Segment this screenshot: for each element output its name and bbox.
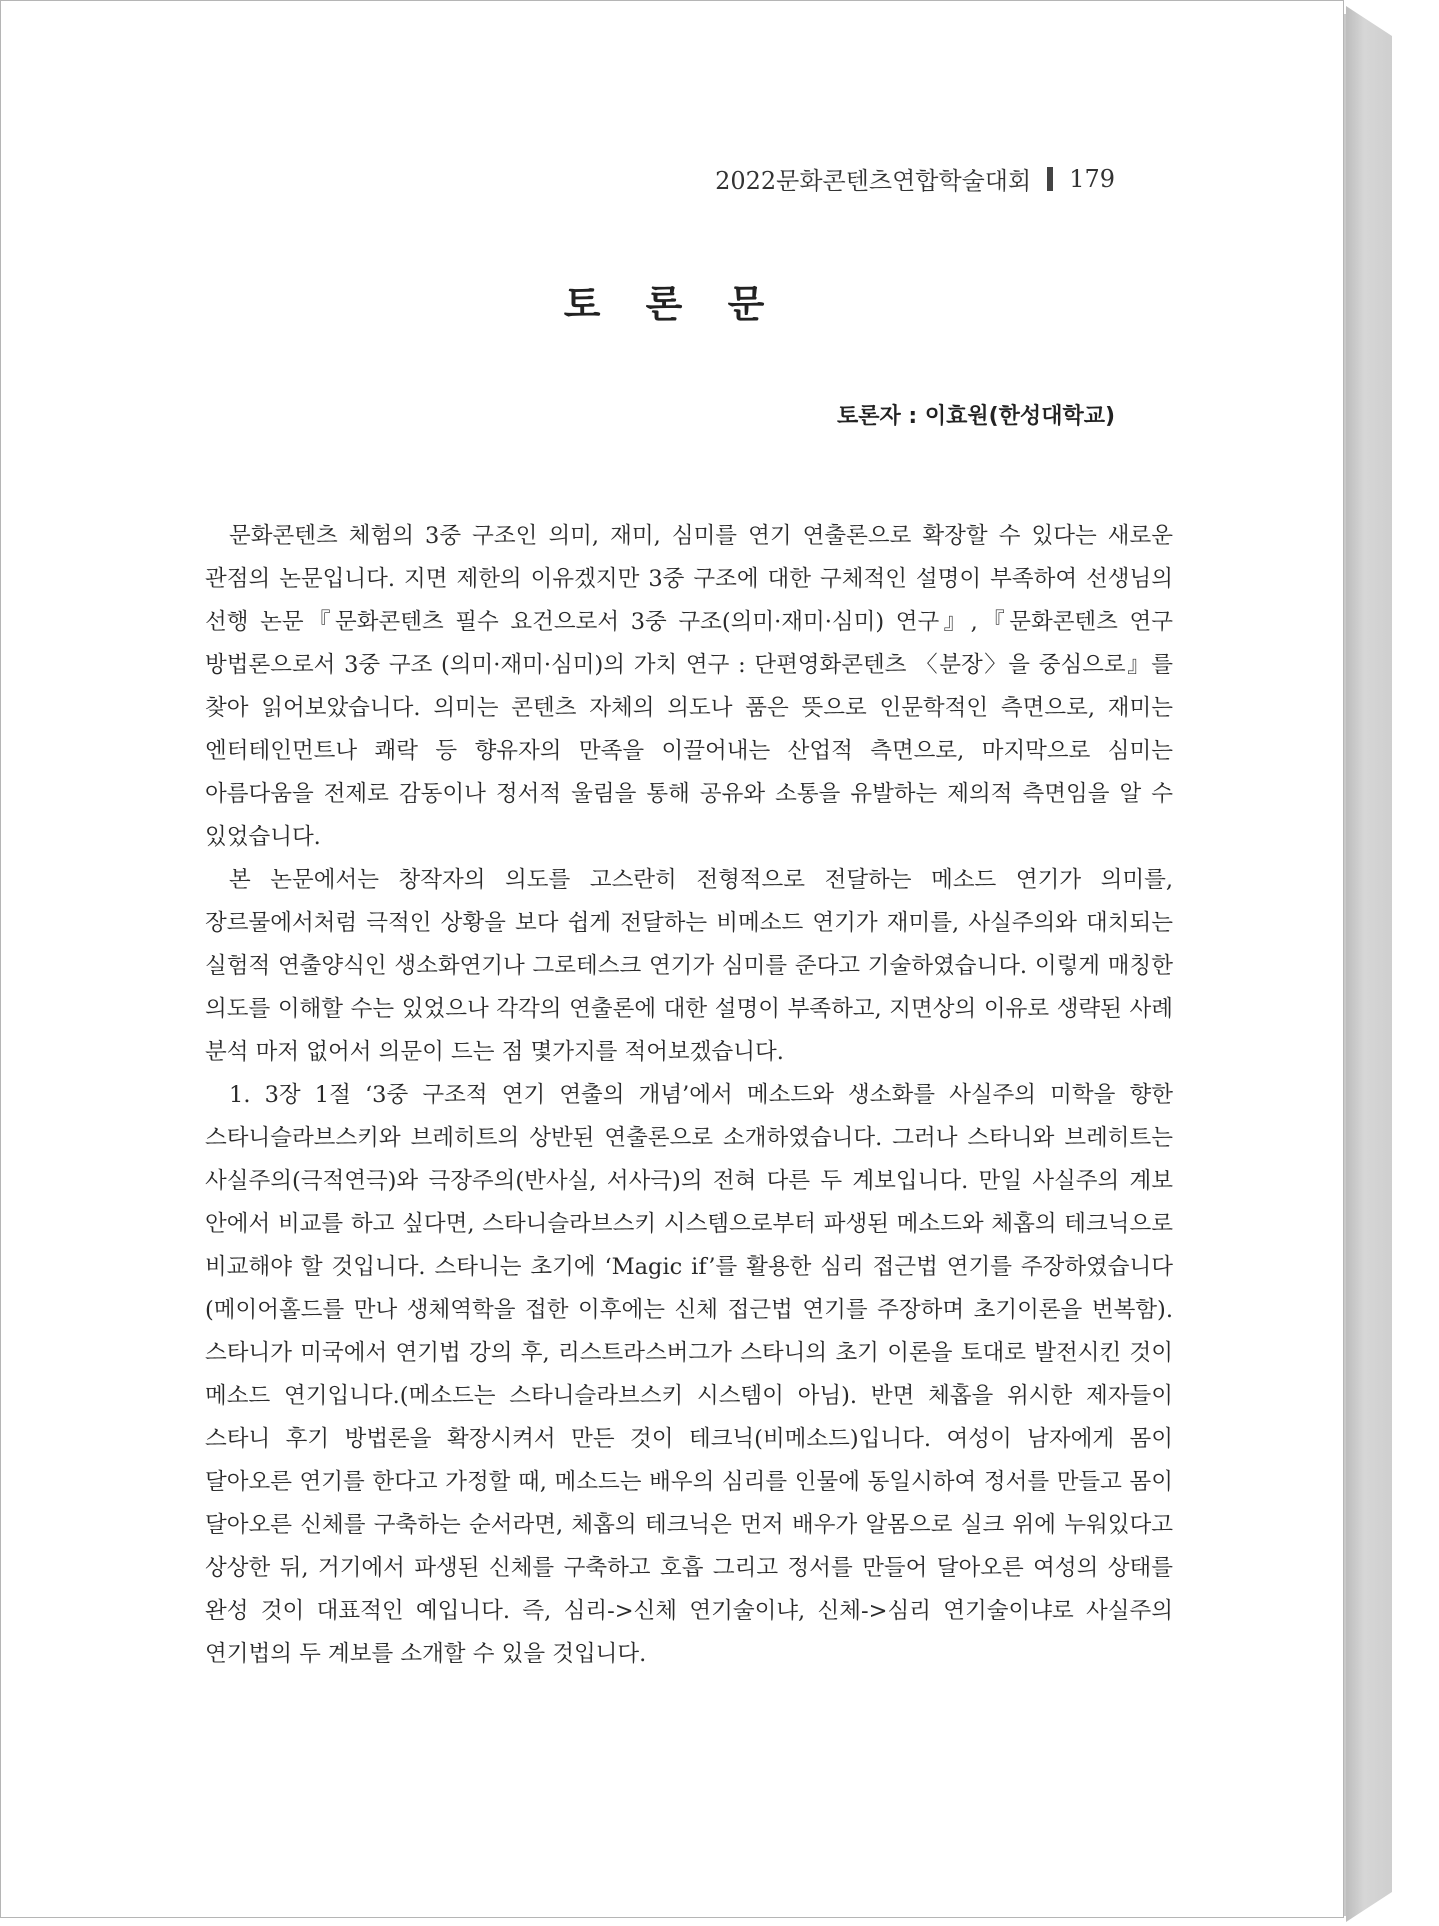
conference-name: 2022문화콘텐츠연합학술대회 <box>715 167 1032 195</box>
paragraph-1: 문화콘텐츠 체험의 3중 구조인 의미, 재미, 심미를 연기 연출론으로 확장할 수 있다는 새로운 관점의 논문입니다. 지면 제한의 이유겠지만 3중 구조에 대한 구체적인 설명이 부족하여 선생님의 선행 논문『문화콘텐츠 필수 요건으로서 3중 구조(의미·재미·심미) 연구』,『문화콘텐츠 연구 방법론으로서 3중 구조 (의미·재미·심미)의 가치 연구 : 단편영화콘텐츠 〈분장〉을 중심으로』를 찾아 읽어보았습니다. 의미는 콘텐츠 자체의 의도나 품은 뜻으로 인문학적인 측면으로, 재미는 엔터테인먼트나 쾌락 등 향유자의 만족을 이끌어내는 산업적 측면으로, 마지막으로 심미는 아름다움을 전제로 감동이나 정서적 울림을 통해 공유와 소통을 유발하는 제의적 측면임을 알 수 있었습니다. <box>205 523 1173 850</box>
paragraph-2: 본 논문에서는 창작자의 의도를 고스란히 전형적으로 전달하는 메소드 연기가 의미를, 장르물에서처럼 극적인 상황을 보다 쉽게 전달하는 비메소드 연기가 재미를, 사실주의와 대치되는 실험적 연출양식인 생소화연기나 그로테스크 연기가 심미를 준다고 기술하였습니다. 이렇게 매칭한 의도를 이해할 수는 있었으나 각각의 연출론에 대한 설명이 부족하고, 지면상의 이유로 생략된 사례 분석 마저 없어서 의문이 드는 점 몇가지를 적어보겠습니다. <box>205 867 1173 1065</box>
page-stack-edge <box>1346 6 1392 1922</box>
running-header <box>715 161 1115 196</box>
header-separator-bar <box>1047 167 1053 191</box>
body-text <box>205 515 1173 1676</box>
page-number: 179 <box>1069 164 1115 193</box>
paragraph-3: 1. 3장 1절 ‘3중 구조적 연기 연출의 개념’에서 메소드와 생소화를 사실주의 미학을 향한 스타니슬라브스키와 브레히트의 상반된 연출론으로 소개하였습니다. 그러나 스타니와 브레히트는 사실주의(극적연극)와 극장주의(반사실, 서사극)의 전혀 다른 두 계보입니다. 만일 사실주의 계보 안에서 비교를 하고 싶다면, 스타니슬라브스키 시스템으로부터 파생된 메소드와 체홉의 테크닉으로 비교해야 할 것입니다. 스타니는 초기에 ‘Magic if’를 활용한 심리 접근법 연기를 주장하였습니다(메이어홀드를 만나 생체역학을 접한 이후에는 신체 접근법 연기를 주장하며 초기이론을 번복함). 스타니가 미국에서 연기법 강의 후, 리스트라스버그가 스타니의 초기 이론을 토대로 발전시킨 것이 메소드 연기입니다.(메소드는 스타니슬라브스키 시스템이 아님). 반면 체홉을 위시한 제자들이 스타니 후기 방법론을 확장시켜서 만든 것이 테크닉(비메소드)입니다. 여성이 남자에게 몸이 달아오른 연기를 한다고 가정할 때, 메소드는 배우의 심리를 인물에 동일시하여 정서를 만들고 몸이 달아오른 신체를 구축하는 순서라면, 체홉의 테크닉은 먼저 배우가 알몸으로 실크 위에 누워있다고 상상한 뒤, 거기에서 파생된 신체를 구축하고 호흡 그리고 정서를 만들어 달아오른 여성의 상태를 완성 것이 대표적인 예입니다. 즉, 심리->신체 연기술이냐, 신체->심리 연기술이냐로 사실주의 연기법의 두 계보를 소개할 수 있을 것입니다. <box>205 1082 1173 1667</box>
discussant-line: 토론자 : 이효원(한성대학교) <box>837 404 1115 429</box>
page-title: 토 론 문 <box>563 282 781 326</box>
